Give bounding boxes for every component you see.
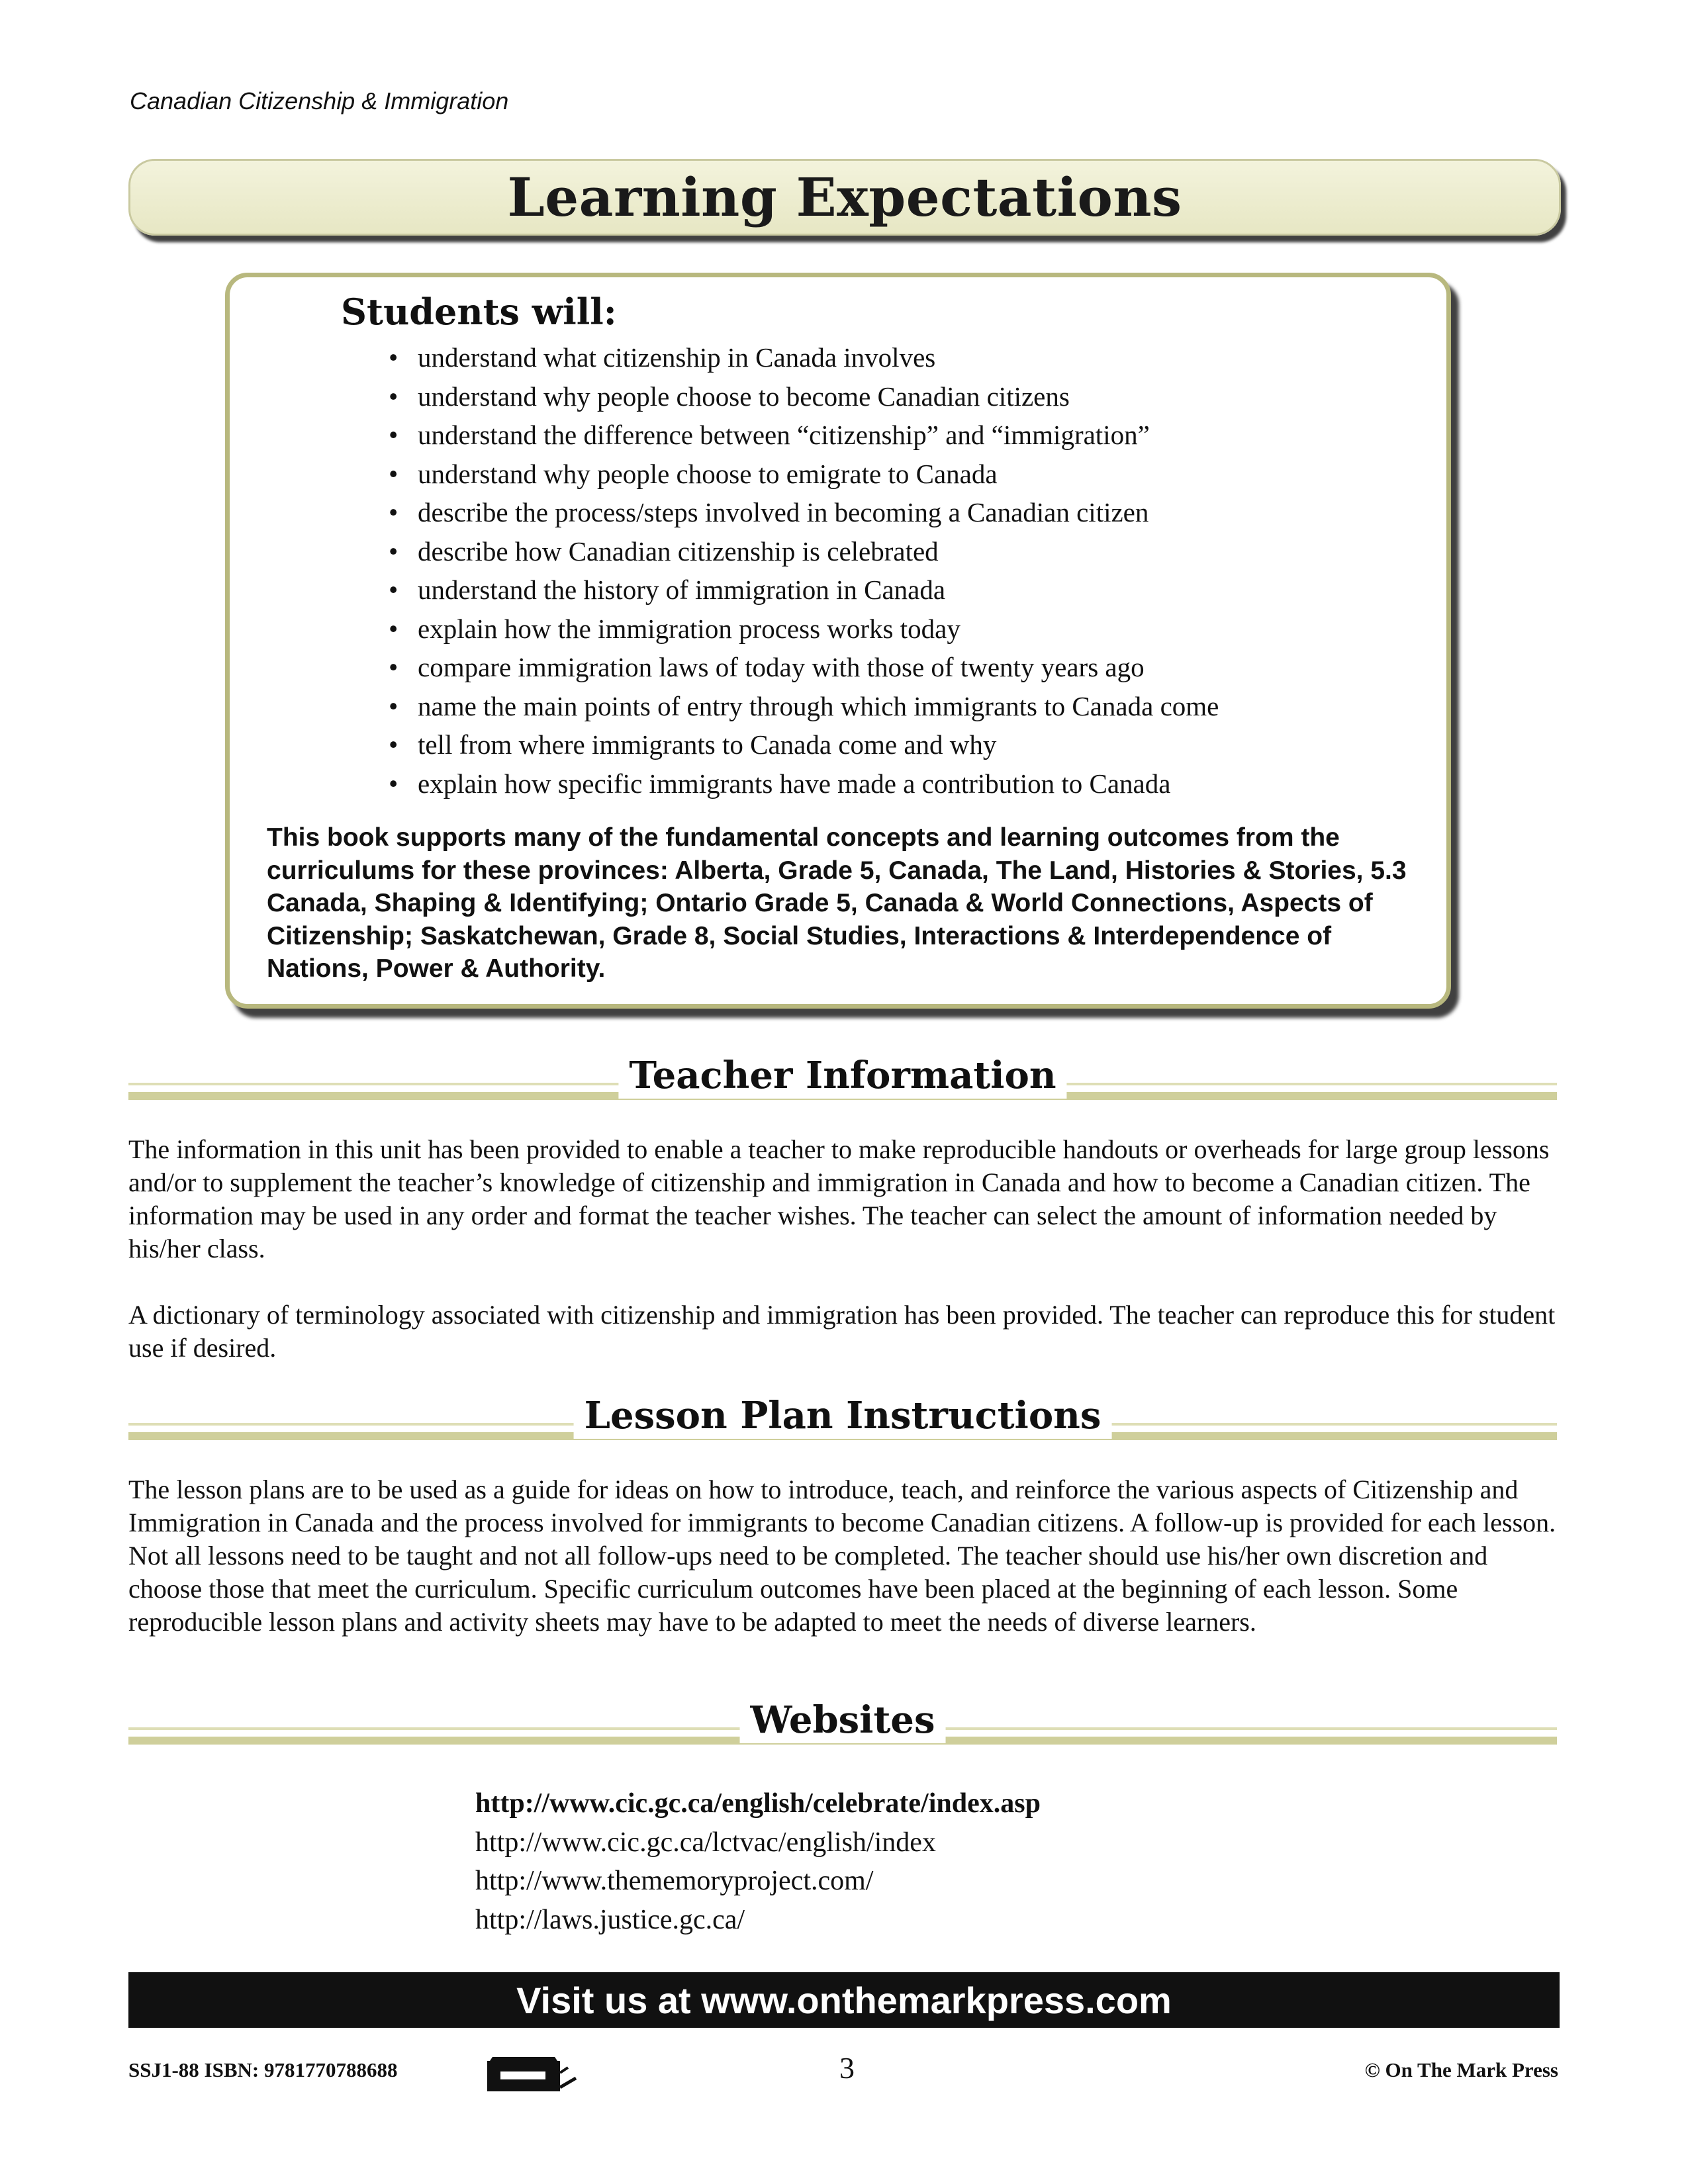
visit-us-banner [128,1972,1560,2028]
lesson-plan-paragraph: The lesson plans are to be used as a guide for ideas on how to introduce, teach, and reinforce the various aspects of Citizenship and Immigration in Canada and the process involved for immigrants to become Canadian citizens. A follow-up is provided for each lesson. Not all lessons need to be taught and not all follow-ups need to be completed. The teacher should use his/her own discretion and choose those that meet the curriculum. Specific curriculum outcomes have been placed at the beginning of each lesson. Some reproducible lesson plans and activity sheets may have to be adapted to meet the needs of diverse learners. [128,1475,1556,1637]
list-item: • compare immigration laws of today with those of twenty years ago [389,648,1219,687]
website-link[interactable]: http://laws.justice.gc.ca/ [475,1904,745,1935]
learning-expectations-box [225,273,1451,1009]
lesson-plan-heading-rule [128,1394,1557,1445]
list-item: • understand why people choose to emigrate to Canada [389,455,1219,494]
dictionary-paragraph: A dictionary of terminology associated with citizenship and immigration has been provided. The teacher can reproduce this for student use if desired. [128,1300,1556,1363]
list-item: • understand why people choose to become Canadian citizens [389,377,1219,416]
teacher-information-heading-rule [128,1054,1557,1105]
expectations-list [389,338,1219,803]
list-item: • describe how Canadian citizenship is celebrated [389,532,1219,571]
list-item: • name the main points of entry through which immigrants to Canada come [389,687,1219,726]
list-item: • understand the history of immigration in Canada [389,570,1219,610]
websites-heading-rule [128,1698,1557,1750]
students-will-heading: Students will: [341,291,617,333]
lesson-plan-heading: Lesson Plan Instructions [574,1392,1112,1439]
photocopier-icon [486,2048,579,2094]
website-link[interactable]: http://www.cic.gc.ca/english/celebrate/index.asp [475,1788,1041,1819]
teacher-information-heading: Teacher Information [618,1052,1066,1099]
footer-copyright: © On The Mark Press [1364,2058,1558,2081]
footer-code-isbn: SSJ1-88 ISBN: 9781770788688 [128,2058,398,2081]
page-title: Learning Expectations [507,166,1182,228]
list-item: • explain how the immigration process works today [389,610,1219,649]
list-item: • understand what citizenship in Canada involves [389,338,1219,377]
websites-list [475,1784,1041,1939]
page-number: 3 [839,2051,855,2085]
visit-us-text: Visit us at www.onthemarkpress.com [516,1979,1172,2021]
list-item: • understand the difference between “citizenship” and “immigration” [389,416,1219,455]
list-item: • explain how specific immigrants have made a contribution to Canada [389,764,1219,803]
running-header: Canadian Citizenship & Immigration [130,87,509,114]
websites-heading: Websites [740,1697,946,1743]
curriculum-support-note: This book supports many of the fundamental concepts and learning outcomes from the curriculums for these provinces: Alberta, Grade 5, Canada, The Land, Histories & Stories, 5.3 Canada, Shaping & Identifying; Ontario Grade 5, Canada & World Connections, Aspects of Citizenship; Saskatchewan, Grade 8, Social Studies, Interactions & Interdependence of Nations, Power & Authority. [267,823,1407,983]
title-banner [128,159,1561,236]
teacher-info-paragraph: The information in this unit has been provided to enable a teacher to make reproducible handouts or overheads for large group lessons and/or to supplement the teacher’s knowledge of citizenship and immigration in Canada and how to become a Canadian citizen. The information may be used in any order and format the teacher wishes. The teacher can select the amount of information needed by his/her class. [128,1134,1550,1263]
website-link[interactable]: http://www.thememoryproject.com/ [475,1866,874,1896]
list-item: • tell from where immigrants to Canada come and why [389,725,1219,764]
list-item: • describe the process/steps involved in becoming a Canadian citizen [389,493,1219,532]
website-link[interactable]: http://www.cic.gc.ca/lctvac/english/index [475,1827,936,1858]
